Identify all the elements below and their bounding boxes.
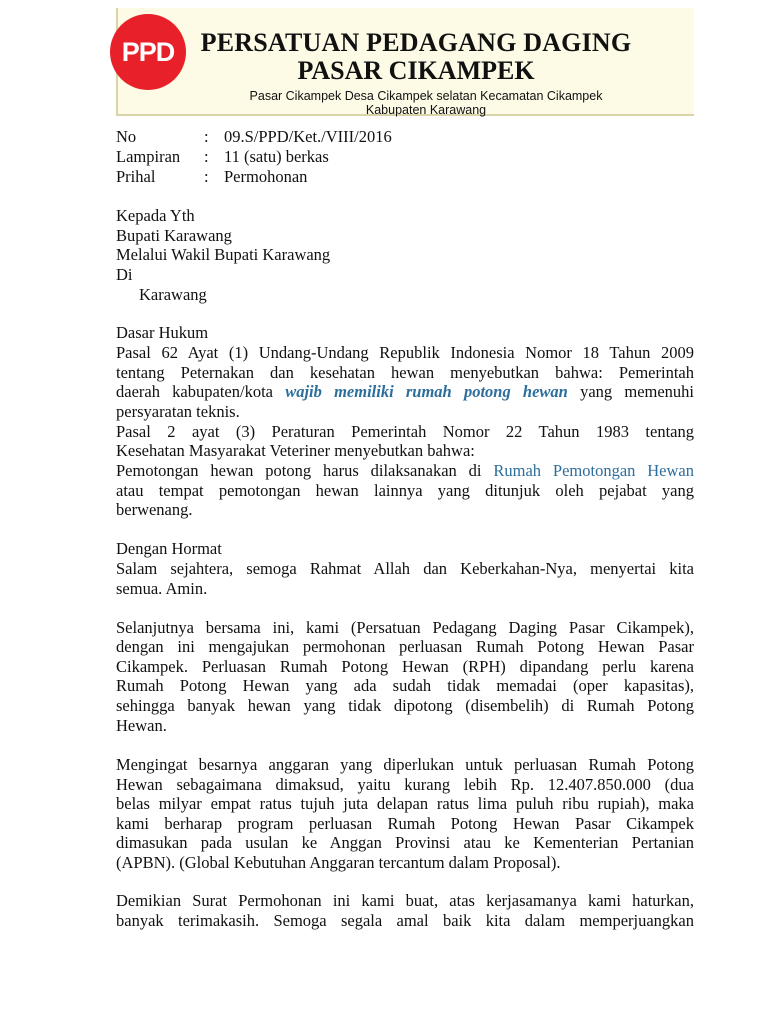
paragraph-line: Selanjutnya bersama ini, kami (Persatuan Pedagang Daging Pasar Cikampek),	[116, 618, 694, 637]
meta-value: 11 (satu) berkas	[224, 147, 329, 166]
paragraph-line: tentang Peternakan dan kesehatan hewan menyebutkan bahwa: Pemerintah	[116, 363, 694, 382]
address-line1: Pasar Cikampek Desa Cikampek selatan Kecamatan Cikampek	[249, 89, 603, 103]
paragraph-line: dengan ini mengajukan permohonan perluasan Rumah Potong Hewan Pasar	[116, 637, 694, 656]
recipient-city: Karawang	[139, 285, 207, 304]
meta-label: Lampiran	[116, 147, 181, 166]
paragraph-line: banyak terimakasih. Semoga segala amal baik kita dalam memperjuangkan	[116, 911, 694, 930]
meta-colon: :	[204, 167, 209, 186]
highlight-text: Rumah Pemotongan Hewan	[493, 461, 694, 480]
meta-colon: :	[204, 127, 209, 146]
meta-label: Prihal	[116, 167, 156, 186]
paragraph-line: Salam sejahtera, semoga Rahmat Allah dan Keberkahan-Nya, menyertai kita	[116, 559, 694, 578]
ppd-logo: PPD	[110, 14, 186, 90]
recipient-line: Bupati Karawang	[116, 226, 232, 245]
paragraph-line: semua. Amin.	[116, 579, 208, 598]
paragraph-line: Cikampek. Perluasan Rumah Potong Hewan (RPH) dipandang perlu karena	[116, 657, 694, 676]
paragraph-line: Rumah Potong Hewan yang ada sudah tidak memadai (oper kapasitas),	[116, 676, 694, 695]
paragraph-line: Hewan sebagaimana dimaksud, yaitu kurang lebih Rp. 12.407.850.000 (dua	[116, 775, 694, 794]
meta-value: 09.S/PPD/Ket./VIII/2016	[224, 127, 392, 146]
meta-row-subject	[116, 167, 696, 187]
meta-value: Permohonan	[224, 167, 308, 186]
recipient-line: Di	[116, 265, 133, 284]
paragraph-line-highlight	[116, 461, 694, 481]
meta-colon: :	[204, 147, 209, 166]
paragraph-line: belas milyar empat ratus tujuh juta delapan ratus lima puluh ribu rupiah), maka	[116, 794, 694, 813]
paragraph-line: sehingga banyak hewan yang tidak dipotong (disembelih) di Rumah Potong	[116, 696, 694, 715]
emphasis-text: wajib memiliki rumah potong hewan	[285, 382, 568, 401]
paragraph-line: Hewan.	[116, 716, 167, 735]
paragraph-line: Pasal 2 ayat (3) Peraturan Pemerintah Nomor 22 Tahun 1983 tentang	[116, 422, 694, 441]
recipient-line: Kepada Yth	[116, 206, 195, 225]
organization-name-line2: PASAR CIKAMPEK	[297, 56, 535, 85]
address-line2: Kabupaten Karawang	[365, 103, 487, 117]
paragraph-line: atau tempat pemotongan hewan lainnya yang ditunjuk oleh pejabat yang	[116, 481, 694, 500]
text-segment: yang memenuhi	[580, 382, 695, 401]
meta-row-attachment	[116, 147, 696, 167]
meta-row-number	[116, 127, 696, 147]
recipient-line: Melalui Wakil Bupati Karawang	[116, 245, 331, 264]
paragraph-line: Mengingat besarnya anggaran yang diperlukan untuk perluasan Rumah Potong	[116, 755, 694, 774]
greeting-heading: Dengan Hormat	[116, 539, 222, 558]
paragraph-line: (APBN). (Global Kebutuhan Anggaran tercantum dalam Proposal).	[116, 853, 561, 872]
organization-name-line1: PERSATUAN PEDAGANG DAGING	[200, 28, 632, 57]
paragraph-line-emphasis	[116, 382, 694, 402]
paragraph-line: Pasal 62 Ayat (1) Undang-Undang Republik Indonesia Nomor 18 Tahun 2009	[116, 343, 694, 362]
text-segment: daerah kabupaten/kota	[116, 382, 273, 401]
paragraph-line: Demikian Surat Permohonan ini kami buat, atas kerjasamanya kami haturkan,	[116, 891, 694, 910]
meta-label: No	[116, 127, 137, 146]
paragraph-line: dimasukan pada usulan ke Anggan Provinsi atau ke Kementerian Pertanian	[116, 833, 694, 852]
paragraph-line: Kesehatan Masyarakat Veteriner menyebutkan bahwa:	[116, 441, 475, 460]
paragraph-line: persyaratan teknis.	[116, 402, 240, 421]
section-heading-dasar-hukum: Dasar Hukum	[116, 323, 209, 342]
paragraph-line: berwenang.	[116, 500, 193, 519]
text-segment: Pemotongan hewan potong harus dilaksanakan di	[116, 461, 482, 480]
paragraph-line: kami berharap program perluasan Rumah Potong Hewan Pasar Cikampek	[116, 814, 694, 833]
